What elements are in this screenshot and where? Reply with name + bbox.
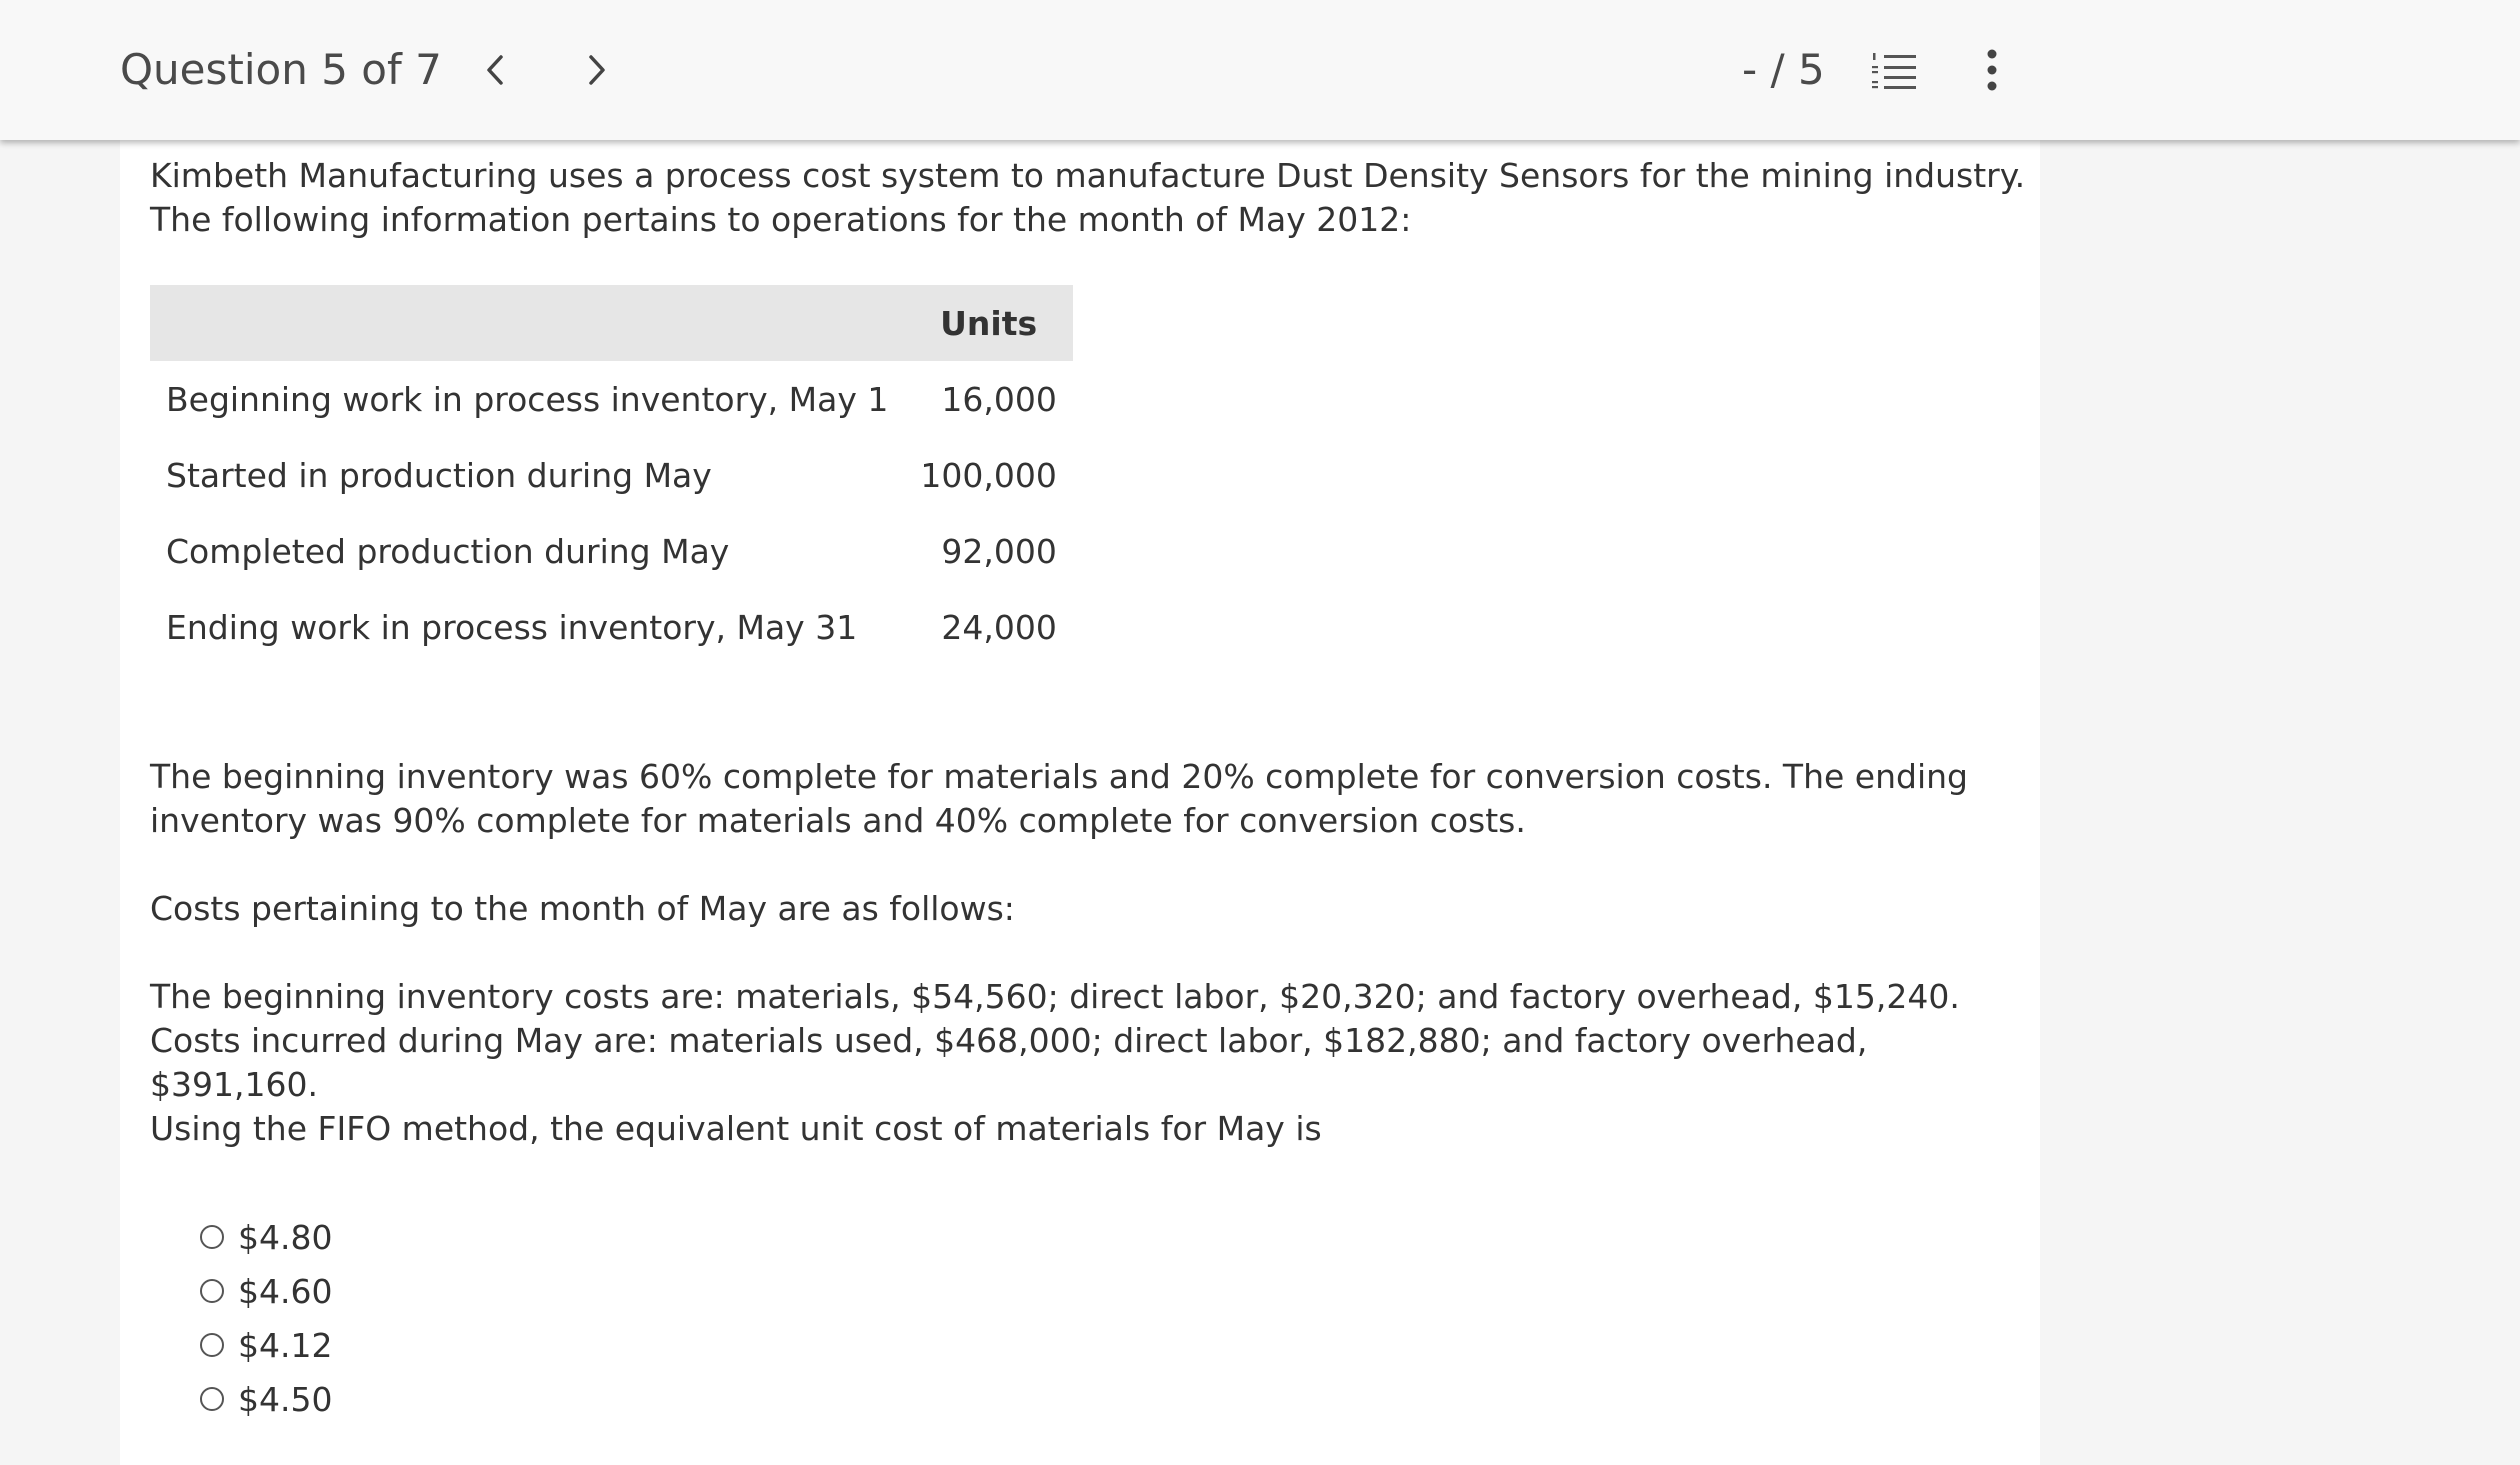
row-label: Beginning work in process inventory, May 1 bbox=[166, 379, 889, 419]
row-value: 16,000 bbox=[941, 379, 1057, 419]
radio-button[interactable] bbox=[200, 1225, 224, 1249]
row-label: Ending work in process inventory, May 31 bbox=[166, 607, 858, 647]
top-bar bbox=[0, 0, 2520, 140]
table-row bbox=[150, 361, 1073, 437]
answer-option[interactable] bbox=[200, 1318, 332, 1372]
row-label: Completed production during May bbox=[166, 531, 730, 571]
table-header-units: Units bbox=[904, 285, 1072, 361]
numbered-list-icon[interactable] bbox=[1870, 45, 1920, 95]
table-header-label bbox=[150, 285, 904, 361]
next-question-button[interactable] bbox=[567, 40, 627, 100]
option-label: $4.50 bbox=[238, 1379, 333, 1419]
score-display: - / 5 bbox=[1742, 45, 1825, 94]
row-value: 92,000 bbox=[941, 531, 1057, 571]
question-content bbox=[120, 140, 2040, 1465]
table-row bbox=[150, 437, 1073, 513]
previous-question-button[interactable] bbox=[465, 40, 525, 100]
answer-options bbox=[200, 1210, 332, 1426]
question-intro: Kimbeth Manufacturing uses a process cost system to manufacture Dust Density Sensors for the mining industry. The following information pertains to operations for the month of May 2012: bbox=[150, 156, 2026, 239]
answer-option[interactable] bbox=[200, 1264, 332, 1318]
beginning-costs-text: The beginning inventory costs are: materials, $54,560; direct labor, $20,320; and factory overhead, $15,240. bbox=[150, 977, 1960, 1016]
radio-button[interactable] bbox=[200, 1333, 224, 1357]
more-vertical-icon[interactable] bbox=[1970, 45, 2014, 95]
option-label: $4.12 bbox=[238, 1325, 333, 1365]
completion-text: The beginning inventory was 60% complete for materials and 20% complete for conversion costs. The ending inventory was 90% complete for materials and 40% complete for conversion costs. bbox=[150, 757, 1968, 840]
row-label: Started in production during May bbox=[166, 455, 712, 495]
units-table bbox=[150, 285, 1073, 665]
answer-option[interactable] bbox=[200, 1210, 332, 1264]
incurred-costs-text: Costs incurred during May are: materials used, $468,000; direct labor, $182,880; and factory overhead, $391,160. bbox=[150, 1021, 1868, 1104]
chevron-left-icon bbox=[484, 53, 506, 87]
costs-heading: Costs pertaining to the month of May are as follows: bbox=[150, 889, 1015, 928]
question-prompt: Using the FIFO method, the equivalent unit cost of materials for May is bbox=[150, 1109, 1322, 1148]
question-counter: Question 5 of 7 bbox=[120, 45, 442, 94]
option-label: $4.60 bbox=[238, 1271, 333, 1311]
radio-button[interactable] bbox=[200, 1387, 224, 1411]
table-header-row bbox=[150, 285, 1073, 361]
radio-button[interactable] bbox=[200, 1279, 224, 1303]
row-value: 24,000 bbox=[941, 607, 1057, 647]
option-label: $4.80 bbox=[238, 1217, 333, 1257]
table-row bbox=[150, 513, 1073, 589]
chevron-right-icon bbox=[586, 53, 608, 87]
answer-option[interactable] bbox=[200, 1372, 332, 1426]
table-row bbox=[150, 589, 1073, 665]
row-value: 100,000 bbox=[920, 455, 1057, 495]
